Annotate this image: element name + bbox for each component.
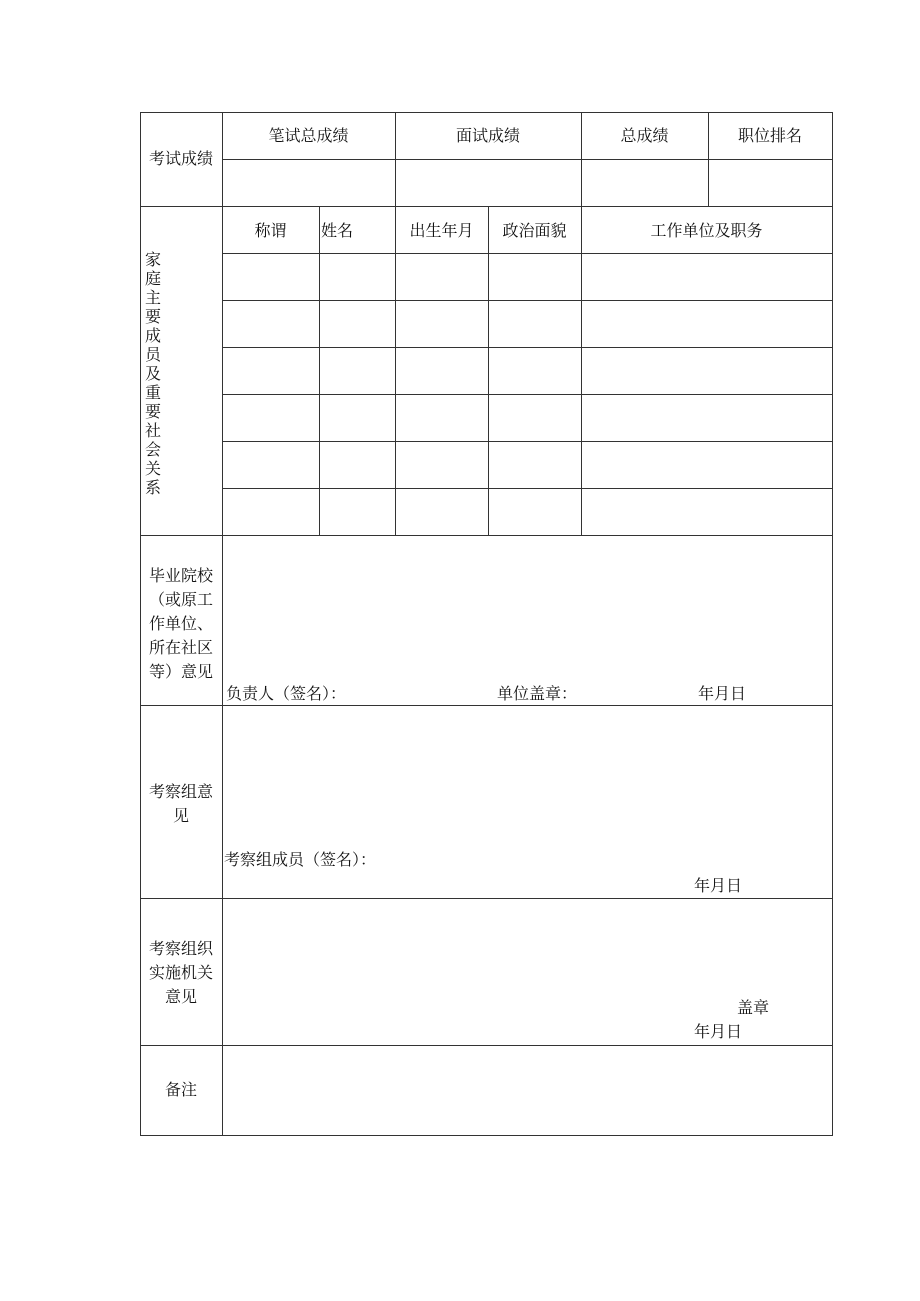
exam-label: 考试成绩 xyxy=(148,149,213,168)
rule xyxy=(581,206,582,535)
header-total-score: 总成绩 xyxy=(620,126,669,145)
family-label-char: 关 xyxy=(145,459,162,478)
header-written-score: 笔试总成绩 xyxy=(268,126,349,145)
family-label-char: 要 xyxy=(145,307,162,326)
inspection-label-line: 见 xyxy=(172,806,189,825)
school-label-line: （或原工 xyxy=(148,590,213,609)
family-label-char: 重 xyxy=(145,383,162,402)
responsible-signature: 负责人（签名）： xyxy=(226,684,347,703)
family-label xyxy=(145,250,165,497)
rule xyxy=(140,898,833,899)
rule xyxy=(140,535,833,536)
header-political: 政治面貌 xyxy=(502,221,567,240)
family-label-char: 要 xyxy=(145,402,162,421)
inspection-label-line: 考察组意 xyxy=(148,782,213,801)
family-label-char: 会 xyxy=(145,440,162,459)
header-interview-score: 面试成绩 xyxy=(455,126,520,145)
rule xyxy=(140,206,833,207)
rule xyxy=(395,206,396,535)
header-name: 姓名 xyxy=(321,221,354,240)
organization-label-line: 意见 xyxy=(164,987,197,1006)
rule xyxy=(140,112,833,113)
header-birth: 出生年月 xyxy=(409,221,474,240)
rule xyxy=(140,1135,833,1136)
rule xyxy=(319,206,320,535)
rule xyxy=(832,112,833,1136)
rule xyxy=(222,112,223,1136)
family-label-char: 员 xyxy=(145,345,162,364)
rule xyxy=(222,300,833,301)
family-label-char: 系 xyxy=(145,478,162,497)
rule xyxy=(222,253,833,254)
rule xyxy=(140,705,833,706)
inspection-members-signature: 考察组成员（签名）： xyxy=(224,850,377,869)
header-relation: 称谓 xyxy=(254,221,287,240)
school-label-line: 毕业院校 xyxy=(148,566,213,585)
family-label-char: 社 xyxy=(145,421,162,440)
rule xyxy=(222,488,833,489)
school-date: 年月日 xyxy=(698,684,747,703)
unit-seal: 单位盖章： xyxy=(497,684,578,703)
organization-date: 年月日 xyxy=(694,1022,743,1041)
inspection-date: 年月日 xyxy=(694,876,743,895)
inspection-label xyxy=(140,780,222,828)
organization-seal: 盖章 xyxy=(737,998,770,1017)
rule xyxy=(222,347,833,348)
rule xyxy=(222,159,833,160)
organization-label xyxy=(140,937,222,1009)
school-label-line: 作单位、 xyxy=(148,614,213,633)
family-label-char: 主 xyxy=(145,288,162,307)
organization-label-line: 考察组织 xyxy=(148,939,213,958)
header-position-rank: 职位排名 xyxy=(737,126,802,145)
family-label-char: 庭 xyxy=(145,269,162,288)
rule xyxy=(222,441,833,442)
rule xyxy=(488,206,489,535)
family-label-char: 成 xyxy=(145,326,162,345)
family-label-char: 家 xyxy=(145,250,162,269)
header-work-unit: 工作单位及职务 xyxy=(650,221,763,240)
rule xyxy=(140,1045,833,1046)
remarks-label: 备注 xyxy=(164,1080,197,1099)
school-label-line: 等）意见 xyxy=(148,662,213,681)
family-label-char: 及 xyxy=(145,364,162,383)
school-label-line: 所在社区 xyxy=(148,638,213,657)
organization-label-line: 实施机关 xyxy=(148,963,213,982)
school-label xyxy=(140,564,222,684)
rule xyxy=(222,394,833,395)
